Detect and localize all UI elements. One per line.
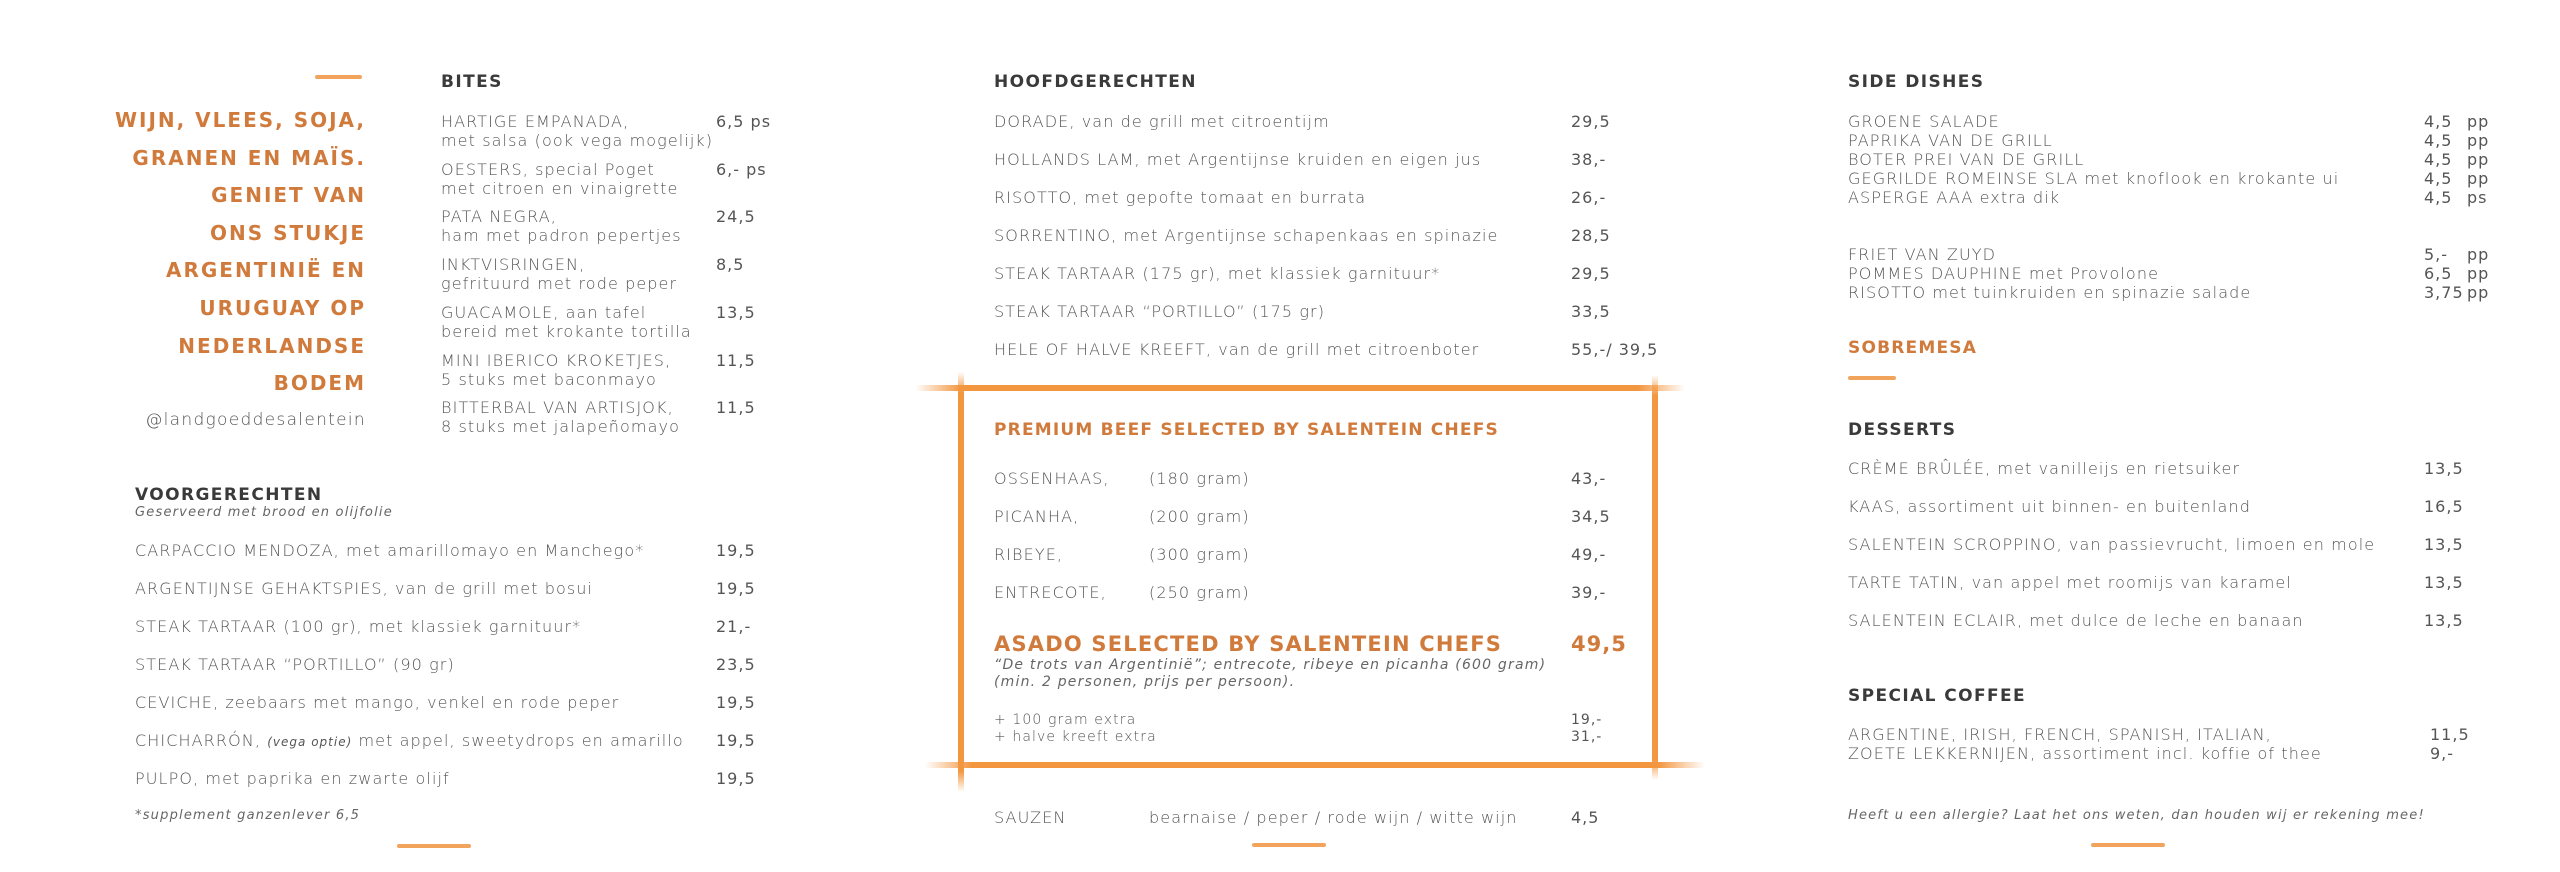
list-item bbox=[441, 207, 682, 245]
item-name: CARPACCIO MENDOZA, met amarillomayo en Manchego* bbox=[135, 541, 645, 560]
section-title-hoofdgerechten: HOOFDGERECHTEN bbox=[994, 72, 1197, 92]
item-price: 43,- bbox=[1571, 469, 1607, 488]
item-unit: pp bbox=[2467, 150, 2490, 169]
item-name: FRIET VAN ZUYD bbox=[1848, 245, 1997, 264]
item-price: 4,5 bbox=[2424, 169, 2453, 188]
item-price: 6,5 ps bbox=[716, 112, 772, 131]
item-price: 4,5 bbox=[2424, 150, 2453, 169]
item-price: 34,5 bbox=[1571, 507, 1611, 526]
tagline-line: NEDERLANDSE bbox=[178, 333, 366, 358]
item-name: HARTIGE EMPANADA, bbox=[441, 112, 630, 131]
allergy-note: Heeft u een allergie? Laat het ons weten, dan houden wij er rekening mee! bbox=[1848, 808, 2425, 823]
item-price: 4,5 bbox=[2424, 188, 2453, 207]
list-item bbox=[441, 351, 671, 389]
beef-name: ENTRECOTE, bbox=[994, 583, 1107, 602]
item-description: 5 stuks met baconmayo bbox=[441, 370, 657, 389]
extra-item: + 100 gram extra bbox=[994, 712, 1137, 728]
tagline-line: WIJN, VLEES, SOJA, bbox=[114, 108, 366, 132]
item-price: 9,- bbox=[2430, 744, 2455, 763]
section-title-special-coffee: SPECIAL COFFEE bbox=[1848, 686, 2027, 706]
item-price: 29,5 bbox=[1571, 264, 1611, 283]
item-price: 19,5 bbox=[716, 731, 756, 750]
frame-bottom-stroke bbox=[925, 762, 1705, 768]
item-name: STEAK TARTAAR (175 gr), met klassiek garnituur* bbox=[994, 264, 1441, 283]
item-description: gefrituurd met rode peper bbox=[441, 274, 678, 293]
beef-weight: (250 gram) bbox=[1149, 583, 1250, 602]
item-name: INKTVISRINGEN, bbox=[441, 255, 586, 274]
item-name: ZOETE LEKKERNIJEN, assortiment incl. koffie of thee bbox=[1848, 744, 2322, 763]
tagline-line: GRANEN EN MAÏS. bbox=[132, 145, 366, 170]
item-price: 4,5 bbox=[2424, 131, 2453, 150]
section-subtitle: Geserveerd met brood en olijfolie bbox=[135, 505, 393, 520]
tagline-line: BODEM bbox=[273, 371, 366, 396]
social-handle: @landgoeddesalentein bbox=[145, 410, 366, 430]
item-price: 11,5 bbox=[2430, 725, 2470, 744]
frame-left-stroke bbox=[958, 372, 964, 792]
item-price: 29,5 bbox=[1571, 112, 1611, 131]
item-name: DORADE, van de grill met citroentijm bbox=[994, 112, 1330, 131]
item-price: 13,5 bbox=[2424, 611, 2464, 630]
item-name: POMMES DAUPHINE met Provolone bbox=[1848, 264, 2160, 283]
item-name: GUACAMOLE, aan tafel bbox=[441, 303, 647, 322]
item-price: 11,5 bbox=[716, 398, 756, 417]
footnote: *supplement ganzenlever 6,5 bbox=[135, 808, 361, 823]
item-name: ASPERGE AAA extra dik bbox=[1848, 188, 2061, 207]
item-price: 19,5 bbox=[716, 769, 756, 788]
item-description: 8 stuks met jalapeñomayo bbox=[441, 417, 680, 436]
decorative-dash bbox=[1252, 843, 1326, 847]
item-name: SORRENTINO, met Argentijnse schapenkaas en spinazie bbox=[994, 226, 1499, 245]
item-name: CEVICHE, zeebaars met mango, venkel en rode peper bbox=[135, 693, 620, 712]
premium-title: PREMIUM BEEF SELECTED BY SALENTEIN CHEFS bbox=[994, 420, 1499, 440]
extra-price: 19,- bbox=[1571, 712, 1603, 728]
asado-price: 49,5 bbox=[1571, 632, 1627, 656]
list-item bbox=[441, 255, 677, 293]
item-price: 5,- bbox=[2424, 245, 2449, 264]
item-price: 26,- bbox=[1571, 188, 1607, 207]
extra-item: + halve kreeft extra bbox=[994, 729, 1157, 745]
item-price: 55,-/ 39,5 bbox=[1571, 340, 1659, 359]
item-price: 16,5 bbox=[2424, 497, 2464, 516]
beef-weight: (180 gram) bbox=[1149, 469, 1250, 488]
sauzen-options: bearnaise / peper / rode wijn / witte wijn bbox=[1149, 808, 1518, 827]
item-description: met salsa (ook vega mogelijk) bbox=[441, 131, 714, 150]
item-name: PULPO, met paprika en zwarte olijf bbox=[135, 769, 450, 788]
section-title-sobremesa: SOBREMESA bbox=[1848, 338, 1978, 358]
list-item bbox=[441, 303, 692, 341]
section-title-side-dishes: SIDE DISHES bbox=[1848, 72, 1985, 92]
item-price: 33,5 bbox=[1571, 302, 1611, 321]
item-name: CRÈME BRÛLÉE, met vanilleijs en rietsuiker bbox=[1848, 459, 2241, 478]
item-name: ARGENTIJNSE GEHAKTSPIES, van de grill met bosui bbox=[135, 579, 594, 598]
item-price: 21,- bbox=[716, 617, 752, 636]
item-description: met citroen en vinaigrette bbox=[441, 179, 679, 198]
item-price: 49,- bbox=[1571, 545, 1607, 564]
item-name: BOTER PREI VAN DE GRILL bbox=[1848, 150, 2085, 169]
item-name: HELE OF HALVE KREEFT, van de grill met citroenboter bbox=[994, 340, 1480, 359]
item-name: PATA NEGRA, bbox=[441, 207, 557, 226]
item-price: 19,5 bbox=[716, 693, 756, 712]
item-name: BITTERBAL VAN ARTISJOK, bbox=[441, 398, 674, 417]
asado-title: ASADO SELECTED BY SALENTEIN CHEFS bbox=[994, 632, 1503, 656]
item-unit: pp bbox=[2467, 245, 2490, 264]
item-note: (vega optie) bbox=[267, 735, 353, 749]
item-price: 24,5 bbox=[716, 207, 756, 226]
beef-name: RIBEYE, bbox=[994, 545, 1064, 564]
frame-top-stroke bbox=[915, 385, 1685, 391]
item-price: 19,5 bbox=[716, 579, 756, 598]
tagline bbox=[100, 102, 366, 403]
item-name: GROENE SALADE bbox=[1848, 112, 2000, 131]
item-price: 19,5 bbox=[716, 541, 756, 560]
item-unit: ps bbox=[2467, 188, 2488, 207]
item-price: 38,- bbox=[1571, 150, 1607, 169]
item-name: MINI IBERICO KROKETJES, bbox=[441, 351, 672, 370]
item-name: RISOTTO, met gepofte tomaat en burrata bbox=[994, 188, 1367, 207]
item-name: ARGENTINE, IRISH, FRENCH, SPANISH, ITALIAN, bbox=[1848, 725, 2272, 744]
item-description: ham met padron pepertjes bbox=[441, 226, 682, 245]
item-price: 23,5 bbox=[716, 655, 756, 674]
decorative-dash bbox=[1848, 376, 1896, 380]
item-name: SALENTEIN SCROPPINO, van passievrucht, limoen en mole bbox=[1848, 535, 2376, 554]
asado-description: (min. 2 personen, prijs per persoon). bbox=[994, 674, 1296, 690]
list-item bbox=[441, 112, 713, 150]
item-price: 3,75 bbox=[2424, 283, 2464, 302]
item-name-part: met appel, sweetydrops en amarillo bbox=[352, 731, 684, 750]
item-name: KAAS, assortiment uit binnen- en buitenland bbox=[1848, 497, 2251, 516]
item-unit: pp bbox=[2467, 283, 2490, 302]
item-name: OESTERS, special Poget bbox=[441, 160, 655, 179]
item-price: 13,5 bbox=[2424, 535, 2464, 554]
tagline-line: URUGUAY OP bbox=[199, 295, 366, 320]
beef-name: OSSENHAAS, bbox=[994, 469, 1110, 488]
decorative-dash bbox=[397, 844, 471, 848]
item-price: 13,5 bbox=[2424, 573, 2464, 592]
decorative-dash bbox=[2091, 843, 2165, 847]
item-name: TARTE TATIN, van appel met roomijs van karamel bbox=[1848, 573, 2292, 592]
item-price: 4,5 bbox=[2424, 112, 2453, 131]
tagline-line: ARGENTINIË EN bbox=[166, 258, 366, 283]
item-name: GEGRILDE ROMEINSE SLA met knoflook en krokante ui bbox=[1848, 169, 2340, 188]
beef-name: PICANHA, bbox=[994, 507, 1080, 526]
item-description: bereid met krokante tortilla bbox=[441, 322, 692, 341]
item-name: STEAK TARTAAR (100 gr), met klassiek garnituur* bbox=[135, 617, 582, 636]
item-price: 6,5 bbox=[2424, 264, 2453, 283]
item-price: 8,5 bbox=[716, 255, 745, 274]
tagline-line: ONS STUKJE bbox=[210, 220, 366, 245]
section-title-voorgerechten: VOORGERECHTEN bbox=[135, 485, 323, 505]
item-price: 11,5 bbox=[716, 351, 756, 370]
item-unit: pp bbox=[2467, 131, 2490, 150]
extra-price: 31,- bbox=[1571, 729, 1603, 745]
item-name: SALENTEIN ECLAIR, met dulce de leche en banaan bbox=[1848, 611, 2304, 630]
list-item bbox=[441, 160, 678, 198]
sauzen-label: SAUZEN bbox=[994, 808, 1067, 827]
frame-right-stroke bbox=[1652, 375, 1658, 780]
item-price: 28,5 bbox=[1571, 226, 1611, 245]
tagline-line: GENIET VAN bbox=[211, 183, 366, 208]
item-price: 13,5 bbox=[716, 303, 756, 322]
item-name: PAPRIKA VAN DE GRILL bbox=[1848, 131, 2053, 150]
item-name: STEAK TARTAAR “PORTILLO” (90 gr) bbox=[135, 655, 455, 674]
item-name: RISOTTO met tuinkruiden en spinazie salade bbox=[1848, 283, 2252, 302]
item-unit: pp bbox=[2467, 112, 2490, 131]
item-unit: pp bbox=[2467, 169, 2490, 188]
item-price: 13,5 bbox=[2424, 459, 2464, 478]
decorative-dash bbox=[315, 75, 362, 79]
item-name bbox=[135, 731, 684, 750]
beef-weight: (200 gram) bbox=[1149, 507, 1250, 526]
item-price: 6,- ps bbox=[716, 160, 767, 179]
item-name: STEAK TARTAAR “PORTILLO” (175 gr) bbox=[994, 302, 1326, 321]
beef-weight: (300 gram) bbox=[1149, 545, 1250, 564]
item-name-part: CHICHARRÓN, bbox=[135, 731, 268, 750]
section-title-bites: BITES bbox=[441, 72, 503, 92]
section-title-desserts: DESSERTS bbox=[1848, 420, 1957, 440]
item-price: 39,- bbox=[1571, 583, 1607, 602]
item-name: HOLLANDS LAM, met Argentijnse kruiden en eigen jus bbox=[994, 150, 1482, 169]
asado-description: “De trots van Argentinië”; entrecote, ribeye en picanha (600 gram) bbox=[994, 657, 1547, 673]
list-item bbox=[441, 398, 680, 436]
item-unit: pp bbox=[2467, 264, 2490, 283]
sauzen-price: 4,5 bbox=[1571, 808, 1600, 827]
